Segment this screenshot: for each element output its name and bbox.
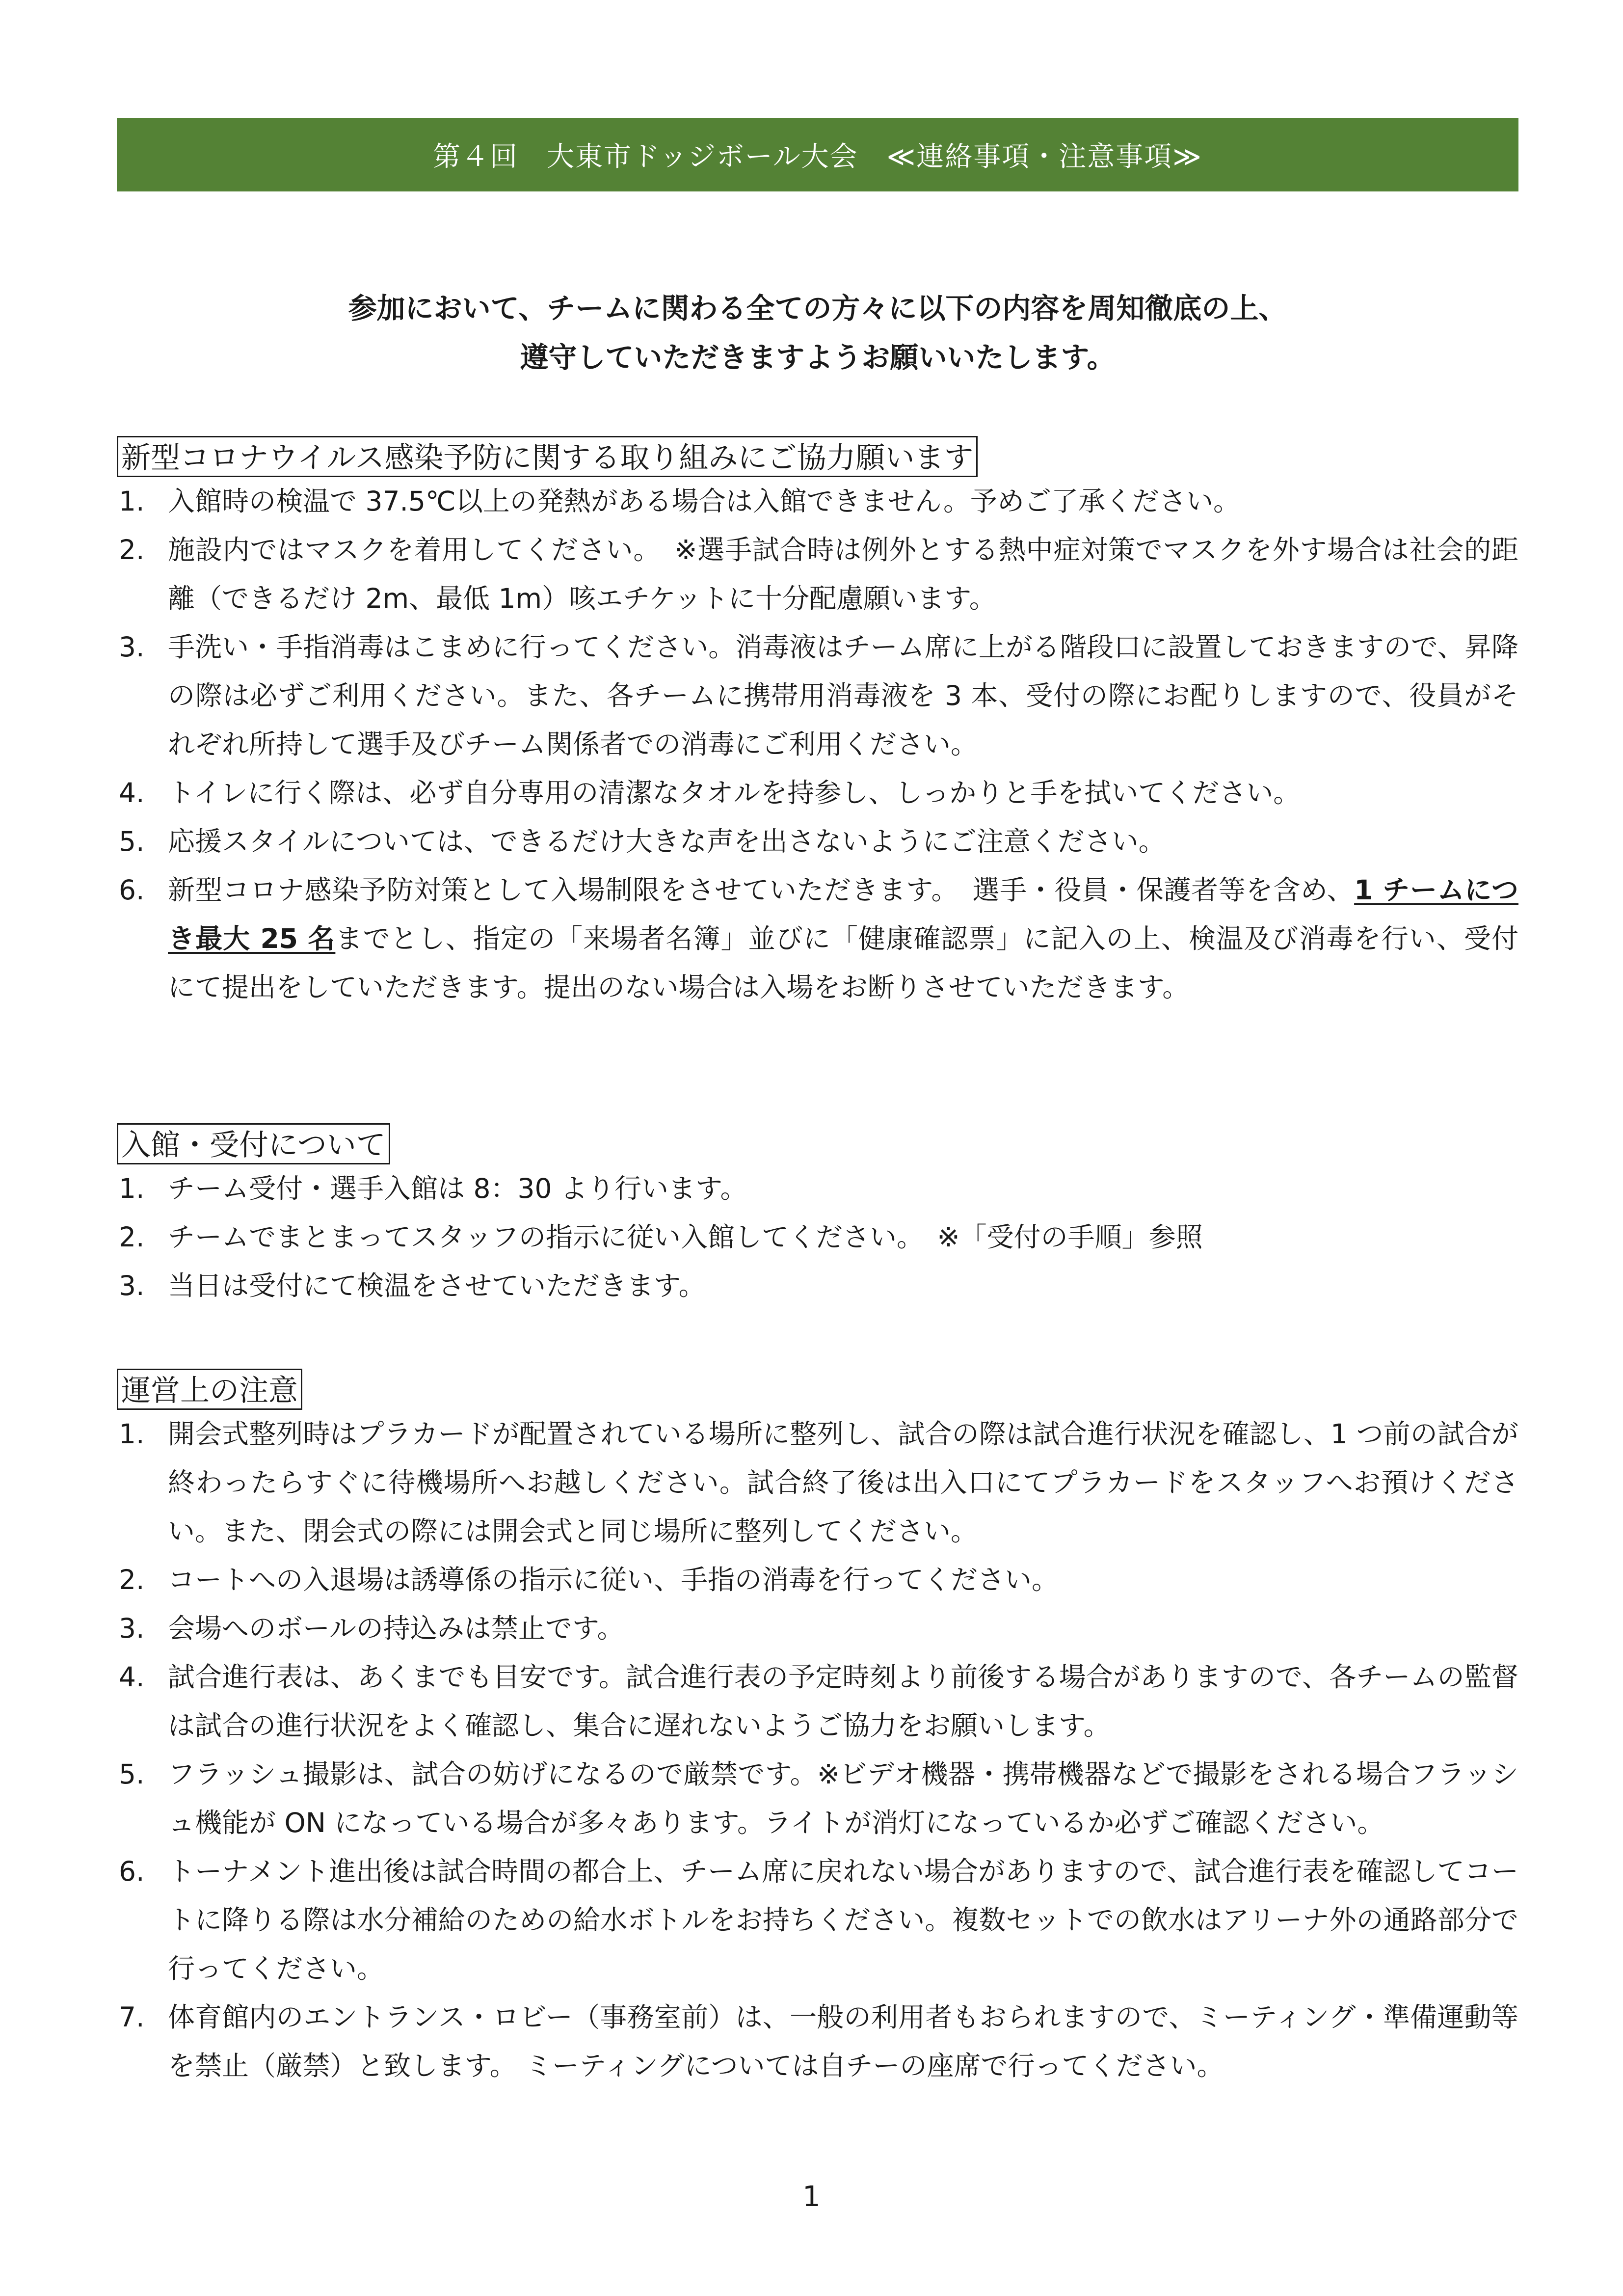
list-item: 1. 開会式整列時はプラカードが配置されている場所に整列し、試合の際は試合進行状況を確認し、1 つ前の試合が終わったらすぐに待機場所へお越しください。試合終了後は出入口にてプラカードをスタッフへお預けください。また、閉会式の際には開会式と同じ場所に整列してください。: [119, 1418, 1518, 1547]
list-item: 5. 応援スタイルについては、できるだけ大きな声を出さないようにご注意ください。: [119, 826, 1166, 857]
list-item: 1. チーム受付・選手入館は 8：30 より行います。: [119, 1173, 747, 1204]
document-title: 第４回 大東市ドッジボール大会 ≪連絡事項・注意事項≫: [433, 141, 1202, 173]
list-item: 2. チームでまとまってスタッフの指示に従い入館してください。 ※「受付の手順」参照: [119, 1221, 1203, 1253]
list-item: 5. フラッシュ撮影は、試合の妨げになるので厳禁です。※ビデオ機器・携帯機器などで撮影をされる場合フラッシュ機能が ON になっている場合が多々あります。ライトが消灯になっているか必ずご確認ください。: [119, 1758, 1518, 1838]
intro-notice: [117, 284, 1518, 382]
list-item: 3. 当日は受付にて検温をさせていただきます。: [119, 1270, 706, 1301]
list-item: 6. トーナメント進出後は試合時間の都合上、チーム席に戻れない場合がありますので、試合進行表を確認してコートに降りる際は水分補給のための給水ボトルをお持ちください。複数セットでの飲水はアリーナ外の通路部分で行ってください。: [119, 1856, 1518, 1984]
intro-line-1: 参加において、チームに関わる全ての方々に以下の内容を周知徹底の上、: [348, 292, 1287, 325]
section-operation-notes: [117, 1369, 1518, 2090]
list-item: 3. 手洗い・手指消毒はこまめに行ってください。消毒液はチーム席に上がる階段口に設置しておきますので、昇降の際は必ずご利用ください。また、各チームに携帯用消毒液を 3 本、受付の際にお配りしますので、役員がそれぞれ所持して選手及びチーム関係者での消毒にご利用ください。: [119, 631, 1518, 760]
list-item: 6. 新型コロナ感染予防対策として入場制限をさせていただきます。 選手・役員・保護者等を含め、1 チームにつき最大 25 名までとし、指定の「来場者名簿」並びに「健康確認票」に記入の上、検温及び消毒を行い、受付にて提出をしていただきます。提出のない場合は入場をお断りさせていただきます。: [119, 874, 1518, 1003]
section-covid-prevention: [117, 436, 1518, 1012]
list-item: 7. 体育館内のエントランス・ロビー（事務室前）は、一般の利用者もおられますので、ミーティング・準備運動等を禁止（厳禁）と致します。 ミーティングについては自チーの座席で行ってください。: [119, 2001, 1518, 2081]
list-item: 3. 会場へのボールの持込みは禁止です。: [119, 1613, 624, 1644]
list-item: 1. 入館時の検温で 37.5℃以上の発熱がある場合は入館できません。予めご了承ください。: [119, 486, 1241, 517]
section-title: 新型コロナウイルス感染予防に関する取り組みにご協力願います: [117, 436, 978, 477]
entry-limit-emphasis: 1 チームにつき最大 25 名: [168, 874, 1518, 954]
list-item: 4. トイレに行く際は、必ず自分専用の清潔なタオルを持参し、しっかりと手を拭いてください。: [119, 777, 1301, 809]
section-title: 入館・受付について: [117, 1123, 390, 1164]
section-entry-reception: [117, 1123, 1518, 1310]
list-item: 2. 施設内ではマスクを着用してください。 ※選手試合時は例外とする熱中症対策でマスクを外す場合は社会的距離（できるだけ 2m、最低 1m）咳エチケットに十分配慮願います。: [119, 534, 1518, 614]
page-number: 1: [802, 2180, 821, 2213]
section-title: 運営上の注意: [117, 1369, 302, 1410]
item-list: [117, 477, 1518, 1012]
list-item: 2. コートへの入退場は誘導係の指示に従い、手指の消毒を行ってください。: [119, 1564, 1059, 1595]
item-list: [117, 1164, 1518, 1310]
document-title-banner: [117, 118, 1518, 191]
intro-line-2: 遵守していただきますようお願いいたします。: [520, 341, 1116, 374]
list-item: 4. 試合進行表は、あくまでも目安です。試合進行表の予定時刻より前後する場合がありますので、各チームの監督は試合の進行状況をよく確認し、集合に遅れないようご協力をお願いします。: [119, 1661, 1518, 1741]
item-list: [117, 1410, 1518, 2090]
